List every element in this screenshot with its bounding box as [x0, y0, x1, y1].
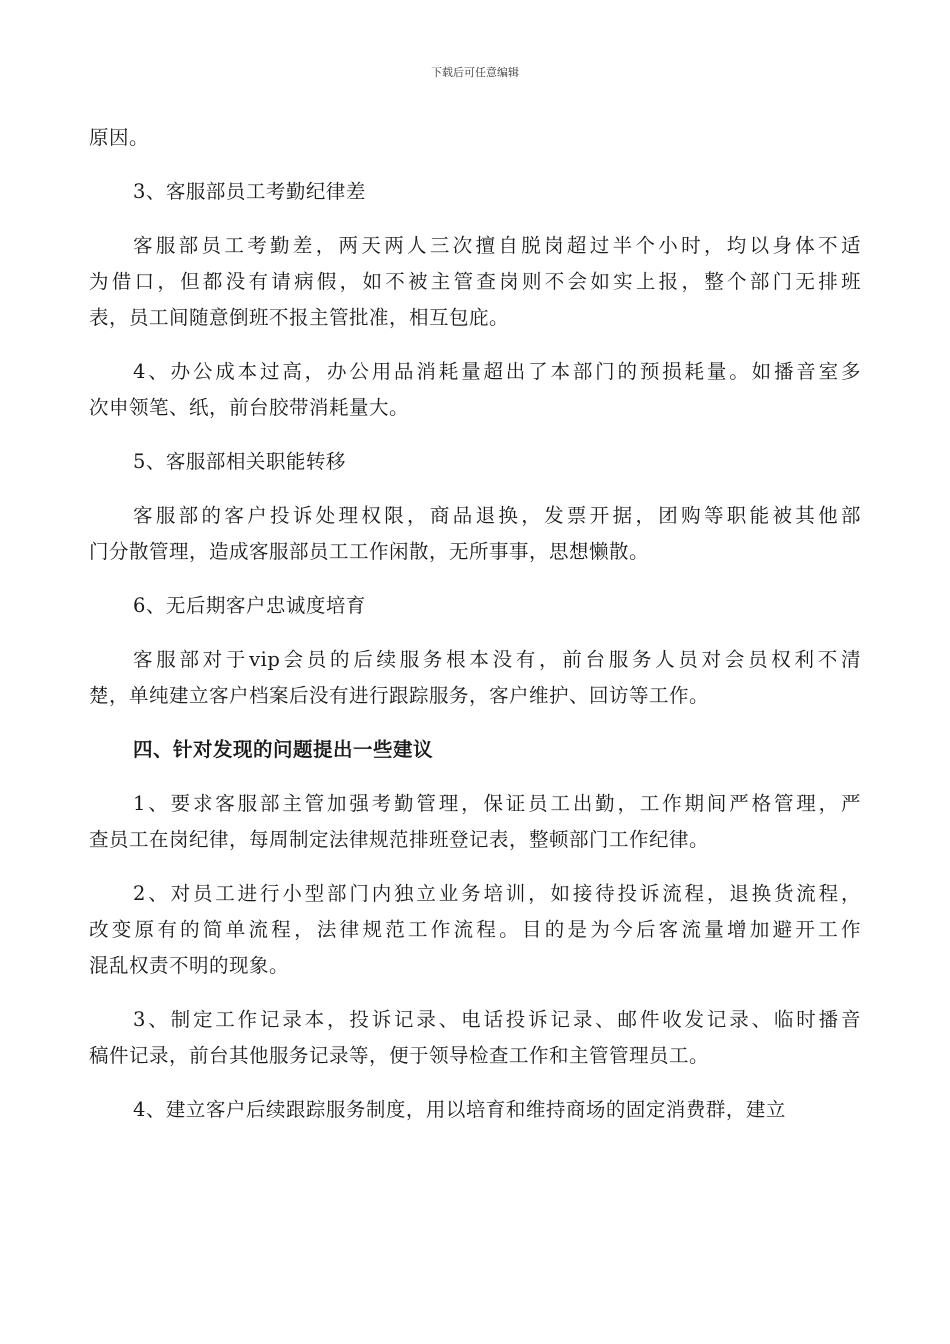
- text-line: 6、无后期客户忠诚度培育: [133, 594, 366, 617]
- text-line: 3、客服部员工考勤纪律差: [133, 180, 366, 203]
- list-item-title: [89, 174, 861, 210]
- text-line: 原因。: [89, 126, 150, 149]
- page-header: 下载后可任意编辑: [431, 66, 519, 79]
- paragraph: [89, 1092, 861, 1128]
- text-line: 为借口，但都没有请病假，如不被主管查岗则不会如实上报，整个部门无排班: [89, 270, 861, 293]
- text-line: 3、制定工作记录本，投诉记录、电话投诉记录、邮件收发记录、临时播音: [133, 1008, 861, 1031]
- paragraph: [89, 228, 861, 336]
- paragraph: [89, 120, 861, 156]
- text-line: 查员工在岗纪律，每周制定法律规范排班登记表，整顿部门工作纪律。: [89, 828, 710, 851]
- list-item-title: [89, 588, 861, 624]
- paragraph: [89, 642, 861, 714]
- text-line: 四、针对发现的问题提出一些建议: [133, 738, 434, 761]
- text-line: 混乱权责不明的现象。: [89, 954, 290, 977]
- text-line: 楚，单纯建立客户档案后没有进行跟踪服务，客户维护、回访等工作。: [89, 684, 710, 707]
- text-line: 客服部对于vip会员的后续服务根本没有，前台服务人员对会员权利不清: [133, 648, 861, 671]
- text-line: 1、要求客服部主管加强考勤管理，保证员工出勤，工作期间严格管理，严: [133, 792, 861, 815]
- text-line: 客服部的客户投诉处理权限，商品退换，发票开据，团购等职能被其他部: [133, 504, 861, 527]
- paragraph: [89, 786, 861, 858]
- text-line: 5、客服部相关职能转移: [133, 450, 346, 473]
- document-body: [89, 120, 861, 1146]
- text-line: 改变原有的简单流程，法律规范工作流程。目的是为今后客流量增加避开工作: [89, 918, 861, 941]
- paragraph: [89, 876, 861, 984]
- text-line: 次申领笔、纸，前台胶带消耗量大。: [89, 396, 410, 419]
- text-line: 门分散管理，造成客服部员工工作闲散，无所事事，思想懒散。: [89, 540, 650, 563]
- text-line: 表，员工间随意倒班不报主管批准，相互包庇。: [89, 306, 510, 329]
- list-item-title: [89, 444, 861, 480]
- paragraph: [89, 354, 861, 426]
- paragraph: [89, 498, 861, 570]
- text-line: 2、对员工进行小型部门内独立业务培训，如接待投诉流程，退换货流程，: [133, 882, 861, 905]
- section-heading: [89, 732, 861, 768]
- paragraph: [89, 1002, 861, 1074]
- text-line: 客服部员工考勤差，两天两人三次擅自脱岗超过半个小时，均以身体不适: [133, 234, 861, 257]
- text-line: 4、建立客户后续跟踪服务制度，用以培育和维持商场的固定消费群，建立: [133, 1098, 786, 1121]
- text-line: 4、办公成本过高，办公用品消耗量超出了本部门的预损耗量。如播音室多: [133, 360, 861, 383]
- text-line: 稿件记录，前台其他服务记录等，便于领导检查工作和主管管理员工。: [89, 1044, 710, 1067]
